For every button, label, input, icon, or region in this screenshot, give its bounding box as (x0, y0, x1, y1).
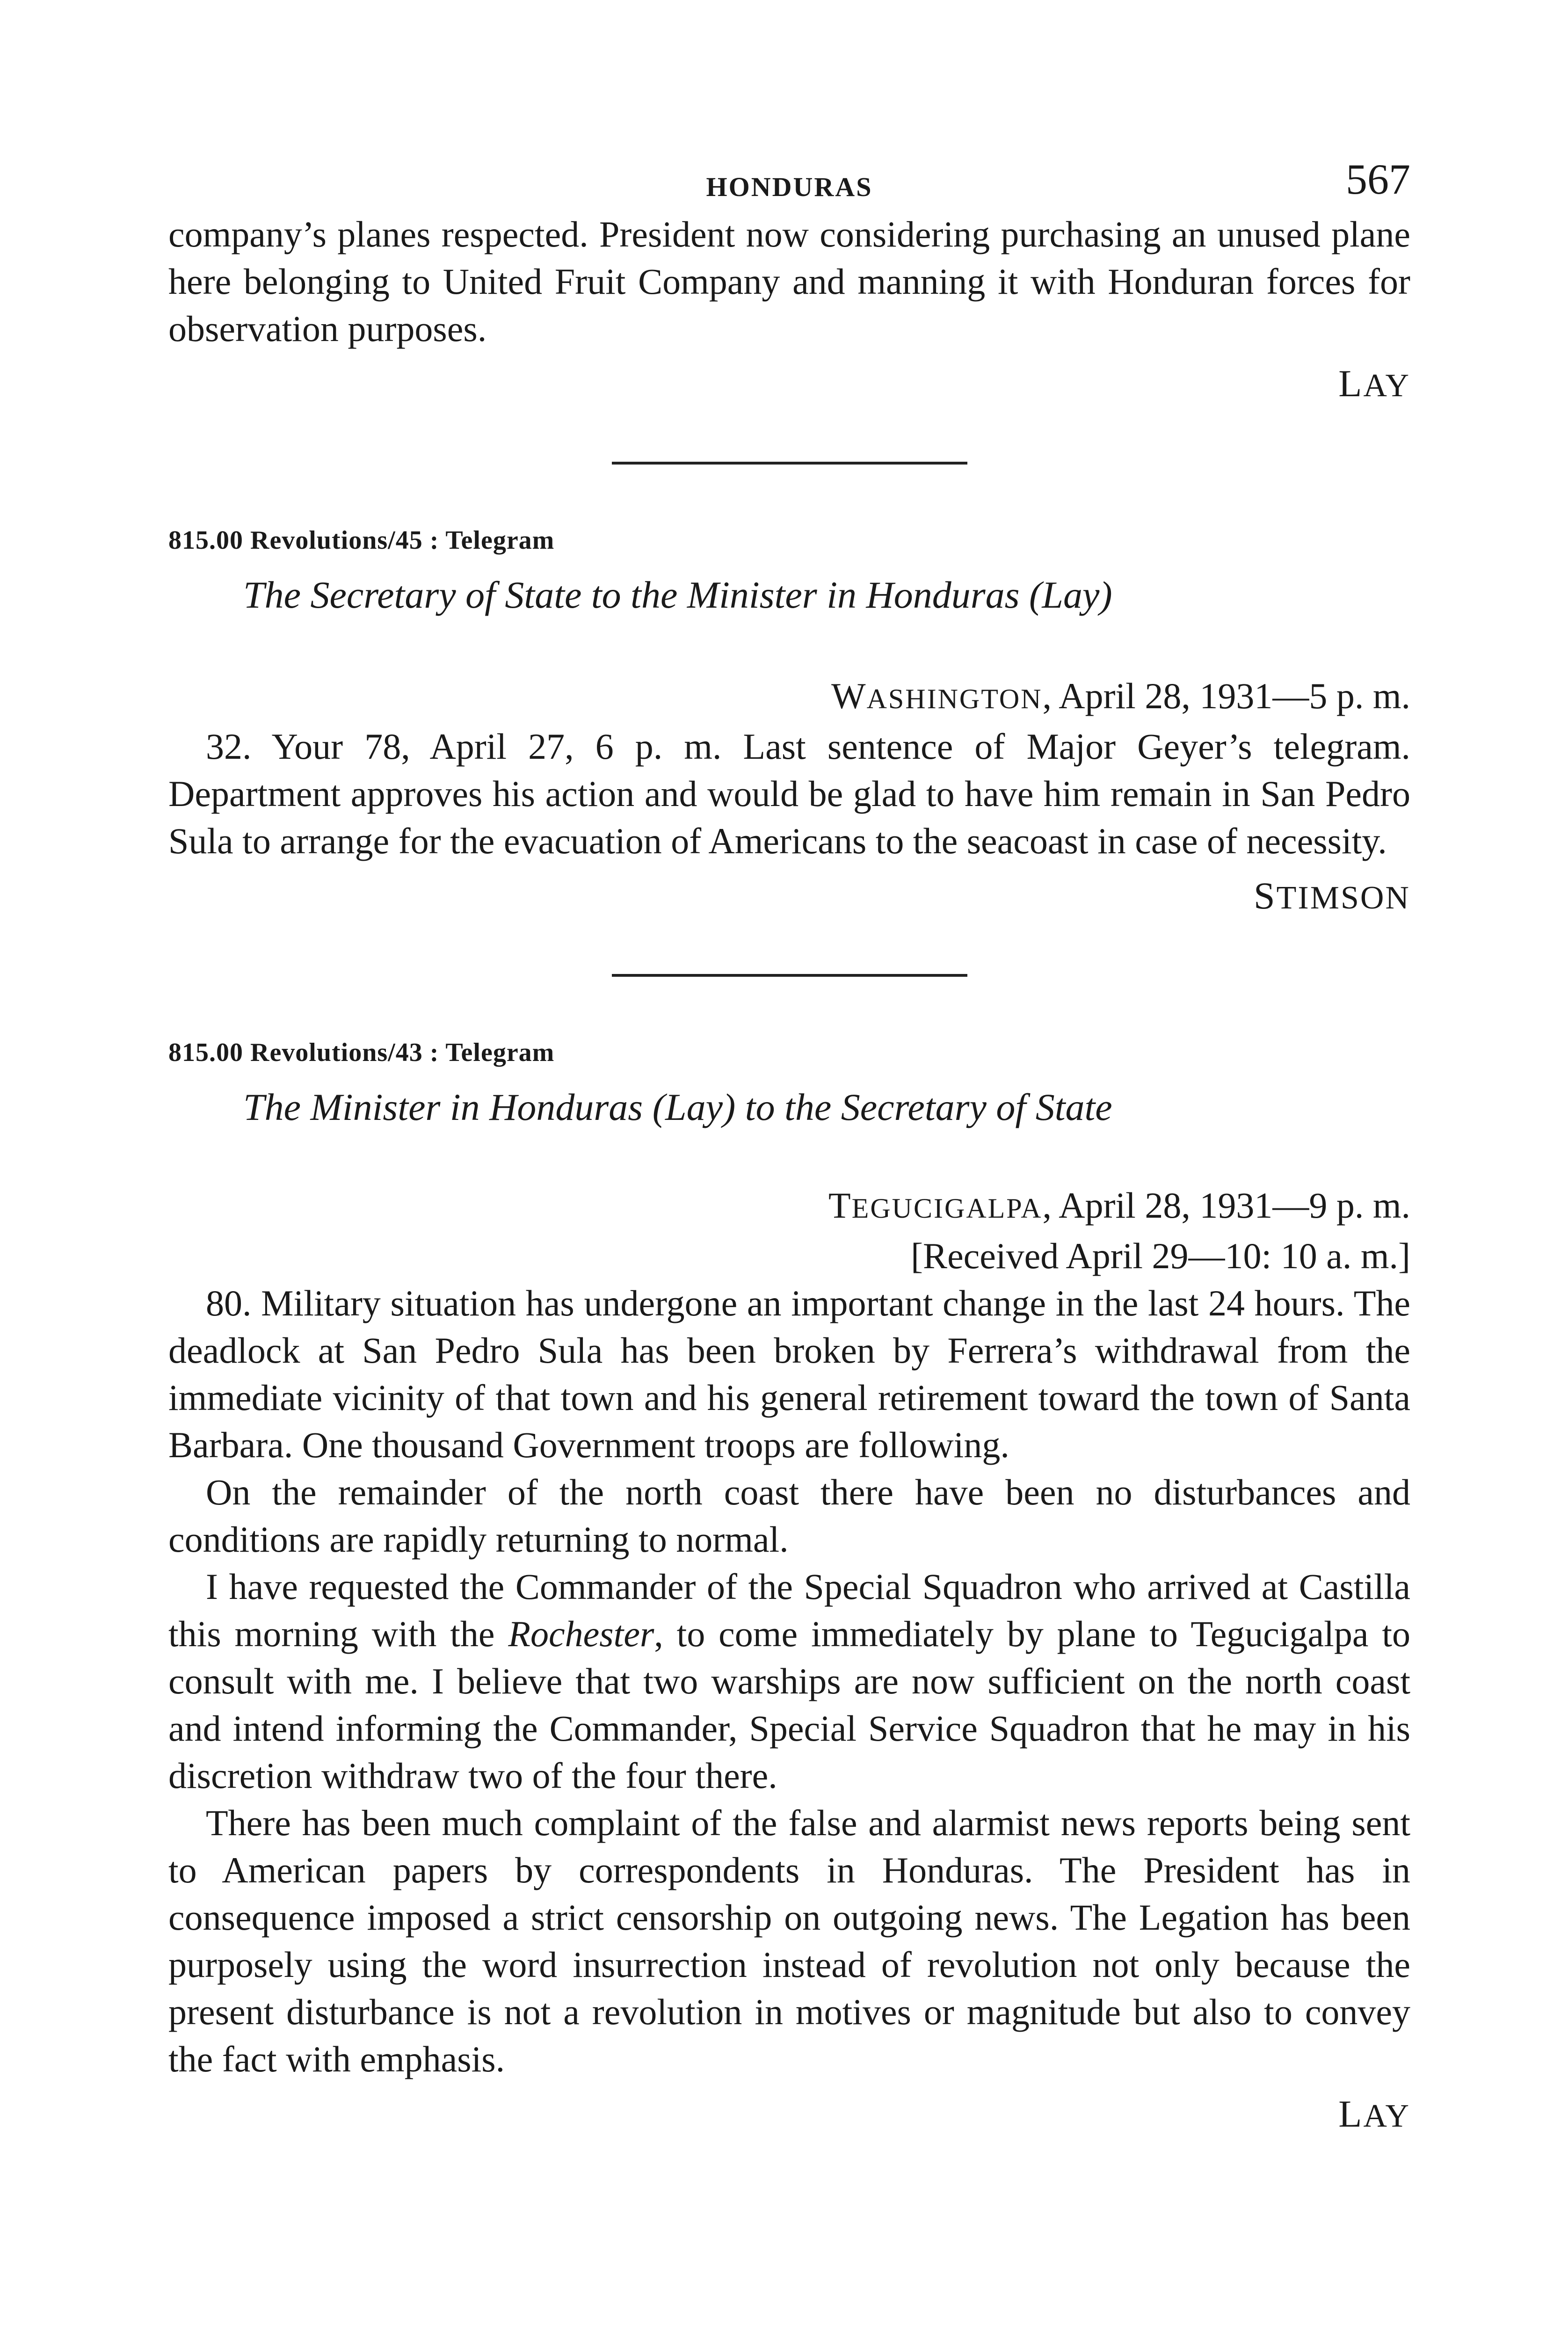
place-rest: ASHINGTON (866, 683, 1043, 714)
signature-rest: TIMSON (1276, 880, 1410, 916)
telegram-paragraph (168, 1563, 1410, 1799)
place-rest: EGUCIGALPA (851, 1193, 1043, 1224)
section-divider (612, 462, 967, 465)
paragraph-text: , to come immediately by plane to Tegucigalpa to consult with me. I believe that two warships are now sufficient on the north coast and intend informing the Commander, Special Service Squadron that he may in his discretion withdraw two of the four there. (168, 1613, 1410, 1796)
date-text: , April 28, 1931—5 p. m. (1042, 676, 1410, 716)
section-divider (612, 974, 967, 977)
dateline (168, 672, 1410, 723)
signature-lay-2 (168, 2092, 1410, 2136)
telegram-paragraph: There has been much complaint of the false and alarmist news reports being sent to American papers by correspondents in Honduras. The President has in consequence imposed a strict censorship on outgoing news. The Legation has been purposely using the word insurrection instead of revolution not only because the present disturbance is not a revolution in motives or magnitude but also to convey the fact with emphasis. (168, 1802, 1410, 2079)
file-reference: 815.00 Revolutions/43 : Telegram (168, 1038, 555, 1067)
file-reference: 815.00 Revolutions/45 : Telegram (168, 526, 555, 555)
telegram-paragraph: On the remainder of the north coast there have been no disturbances and conditions are rapidly returning to normal. (168, 1472, 1410, 1560)
running-head (168, 154, 1410, 206)
signature-initial: S (1254, 874, 1277, 917)
telegram-paragraph: 80. Military situation has undergone an important change in the last 24 hours. The deadlock at San Pedro Sula has been broken by Ferrera’s withdrawal from the immediate vicinity of that town and his general retirement toward the town of Santa Barbara. One thousand Government troops are following. (168, 1283, 1410, 1465)
signature-rest: AY (1363, 368, 1410, 404)
continuation-paragraph: company’s planes respected. President now considering purchasing an unused plane here belonging to United Fruit Company and manning it with Honduran forces for observation purposes. (168, 214, 1410, 349)
signature-rest: AY (1363, 2098, 1410, 2134)
place-initial: W (831, 676, 867, 716)
dateline (168, 1182, 1410, 1232)
document-page (168, 154, 1410, 2136)
signature-initial: L (1338, 362, 1364, 405)
ship-name: Rochester (508, 1613, 654, 1654)
telegram-paragraph: 32. Your 78, April 27, 6 p. m. Last sentence of Major Geyer’s telegram. Department approves his action and would be glad to have him remain in San Pedro Sula to arrange for the evacuation of Americans to the seacoast in case of necessity. (168, 726, 1410, 861)
document-heading: The Secretary of State to the Minister in Honduras (Lay) (243, 574, 1112, 616)
place-initial: T (828, 1185, 852, 1226)
document-heading: The Minister in Honduras (Lay) to the Secretary of State (243, 1086, 1112, 1128)
date-text: , April 28, 1931—9 p. m. (1042, 1185, 1410, 1226)
signature-initial: L (1338, 2092, 1364, 2135)
running-head-title: HONDURAS (706, 172, 873, 202)
page-number: 567 (1346, 155, 1410, 203)
signature-stimson (168, 874, 1410, 918)
signature-lay-1 (168, 362, 1410, 406)
received-note: [Received April 29—10: 10 a. m.] (911, 1235, 1410, 1276)
paragraph-text: I have requested the Commander of the Special Squadron who arrived at Castilla this morning with the (168, 1566, 1410, 1654)
